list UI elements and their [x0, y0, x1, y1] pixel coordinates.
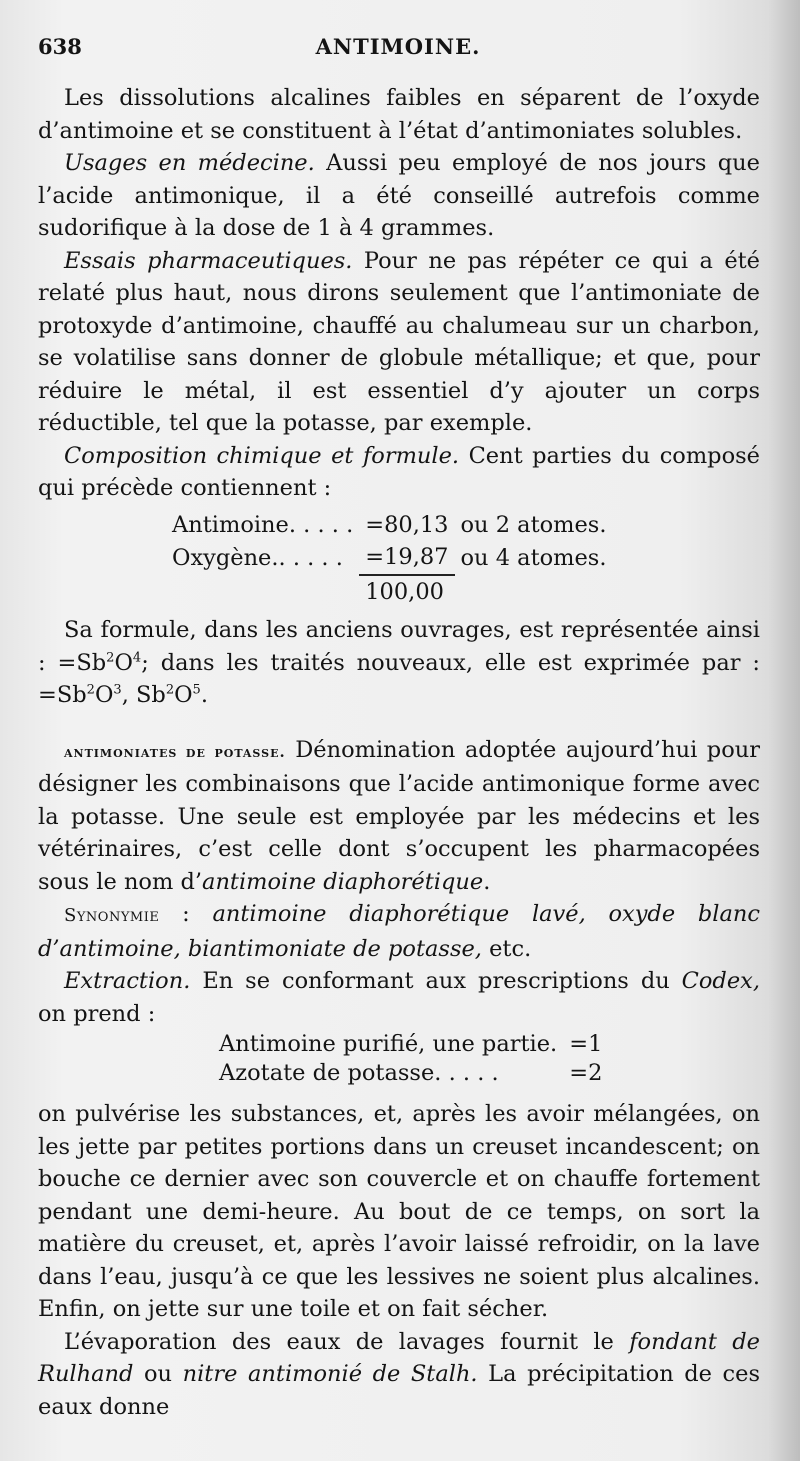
composition-element: Antimoine. . . . . — [172, 511, 354, 538]
essais-paragraph — [38, 245, 760, 440]
running-title: ANTIMOINE. — [315, 34, 481, 59]
synonymie-list: antimoine diaphorétique lavé, oxyde blanc d’antimoine, biantimoniate de potasse, — [38, 901, 761, 962]
codex-reference: Codex, — [681, 968, 760, 994]
composition-atoms: ou 4 atomes. — [460, 544, 607, 571]
antimoniates-text: Dénomination adoptée aujourd’hui pour désigner les combinaisons que l’acide antimonique forme avec la potasse. Une seule est employée par les médecins et les vétérinaires, c’est celle dont s’occupent les pharmacopées sous le nom d’ — [38, 736, 760, 895]
composition-heading: Composition chimique et formule. — [64, 442, 460, 469]
formule-text: O — [114, 649, 133, 676]
formule-text: . — [200, 682, 208, 708]
antimoniates-paragraph — [38, 734, 760, 899]
formule-text: O — [174, 682, 193, 708]
intro-paragraph: Les dissolutions alcalines faibles en séparent de l’oxyde d’antimoine et se constituent à l’état d’antimoniates solubles. — [38, 85, 760, 144]
usages-text: Aussi peu employé de nos jours que l’acide antimonique, il a été conseillé autrefois comme sudorifique à la dose de 1 à 4 grammes. — [38, 150, 760, 241]
formule-sup: 5 — [192, 682, 201, 698]
composition-element: Oxygène.. . . . . — [172, 544, 343, 571]
formule-text: ; dans les traités nouveaux, elle est exprimée par : =Sb — [38, 649, 760, 708]
page-body — [38, 82, 760, 1423]
formule-sup: 2 — [106, 650, 115, 665]
extraction-procedure: on pulvérise les substances, et, après les avoir mélangées, on les jette par petites portions dans un creuset incandescent; on bouche ce dernier avec son couvercle et on chauffe fortement pendant une demi-heure. Au bout de ce temps, on sort la matière du creuset, et, après l’avoir laissé refroidir, on la lave dans l’eau, jusqu’à ce que les lessives ne soient plus alcalines. Enfin, on jette sur une toile et on fait sécher. — [38, 1101, 760, 1322]
composition-text: Cent parties du composé qui précède contiennent : — [38, 442, 760, 501]
antimoniates-name: antimoine diaphorétique — [202, 868, 484, 895]
evaporation-text: L’évaporation des eaux de lavages fournit le — [64, 1328, 630, 1355]
composition-value: =80,13 — [365, 511, 449, 538]
page-header — [38, 34, 758, 68]
extraction-paragraph — [38, 965, 760, 1030]
recipe-quantity: =2 — [569, 1060, 603, 1086]
evaporation-text: La précipitation de ces eaux donne — [38, 1361, 761, 1420]
formule-sup: 2 — [86, 682, 95, 698]
synonymie-paragraph — [38, 898, 760, 965]
composition-atoms: ou 2 atomes. — [460, 511, 607, 538]
antimoniates-heading: antimoniates de potasse. — [64, 742, 286, 761]
recipe-ingredient: Antimoine purifié, une partie. — [219, 1031, 558, 1057]
composition-value: =19,87 — [365, 544, 449, 570]
nitre-name: nitre antimonié de Stalh. — [182, 1361, 478, 1387]
evaporation-text: ou — [133, 1361, 183, 1387]
formule-sup: 3 — [113, 682, 122, 698]
synonymie-colon: : — [159, 901, 213, 927]
usages-heading: Usages en médecine. — [64, 150, 315, 176]
essais-text: Pour ne pas répéter ce qui a été relaté plus haut, nous dirons seulement que l’antimoniate de protoxyde d’antimoine, chauffé au chalumeau sur un charbon, se volatilise sans donner de globule métallique; et que, pour réduire le métal, il est essentiel d’y ajouter un corps réductible, tel que la potasse, par exemple. — [38, 247, 760, 436]
composition-table — [166, 509, 613, 609]
usages-paragraph — [38, 147, 760, 245]
composition-row — [166, 509, 613, 542]
composition-total-row — [166, 575, 613, 609]
synonymie-etc: etc. — [481, 935, 532, 962]
evaporation-paragraph — [38, 1326, 760, 1424]
synonymie-label: Synonymie — [64, 905, 160, 926]
formule-paragraph — [38, 614, 760, 712]
extraction-text-end: on prend : — [38, 1000, 156, 1027]
composition-total: 100,00 — [359, 575, 454, 609]
page-number: 638 — [38, 34, 82, 59]
recipe-table — [213, 1030, 608, 1088]
composition-paragraph — [38, 440, 760, 505]
recipe-row — [213, 1059, 608, 1088]
antimoniates-text-end: . — [483, 868, 491, 895]
recipe-quantity: =1 — [569, 1031, 603, 1057]
section-gap — [38, 712, 760, 734]
formule-sup: 2 — [165, 682, 175, 698]
extraction-heading: Extraction. — [64, 968, 191, 994]
formule-sup: 4 — [132, 650, 142, 665]
formule-text: , Sb — [121, 682, 166, 708]
composition-row — [166, 541, 613, 575]
formule-text: O — [94, 682, 114, 708]
formule-text: Sa formule, dans les anciens ouvrages, est représentée ainsi : =Sb — [38, 617, 760, 676]
recipe-row — [213, 1030, 608, 1059]
fondant-name: fondant de Rulhand — [38, 1328, 760, 1387]
essais-heading: Essais pharmaceutiques. — [64, 247, 353, 274]
extraction-text: En se conformant aux prescriptions du — [190, 968, 682, 994]
recipe-ingredient: Azotate de potasse. . . . . — [219, 1060, 499, 1086]
